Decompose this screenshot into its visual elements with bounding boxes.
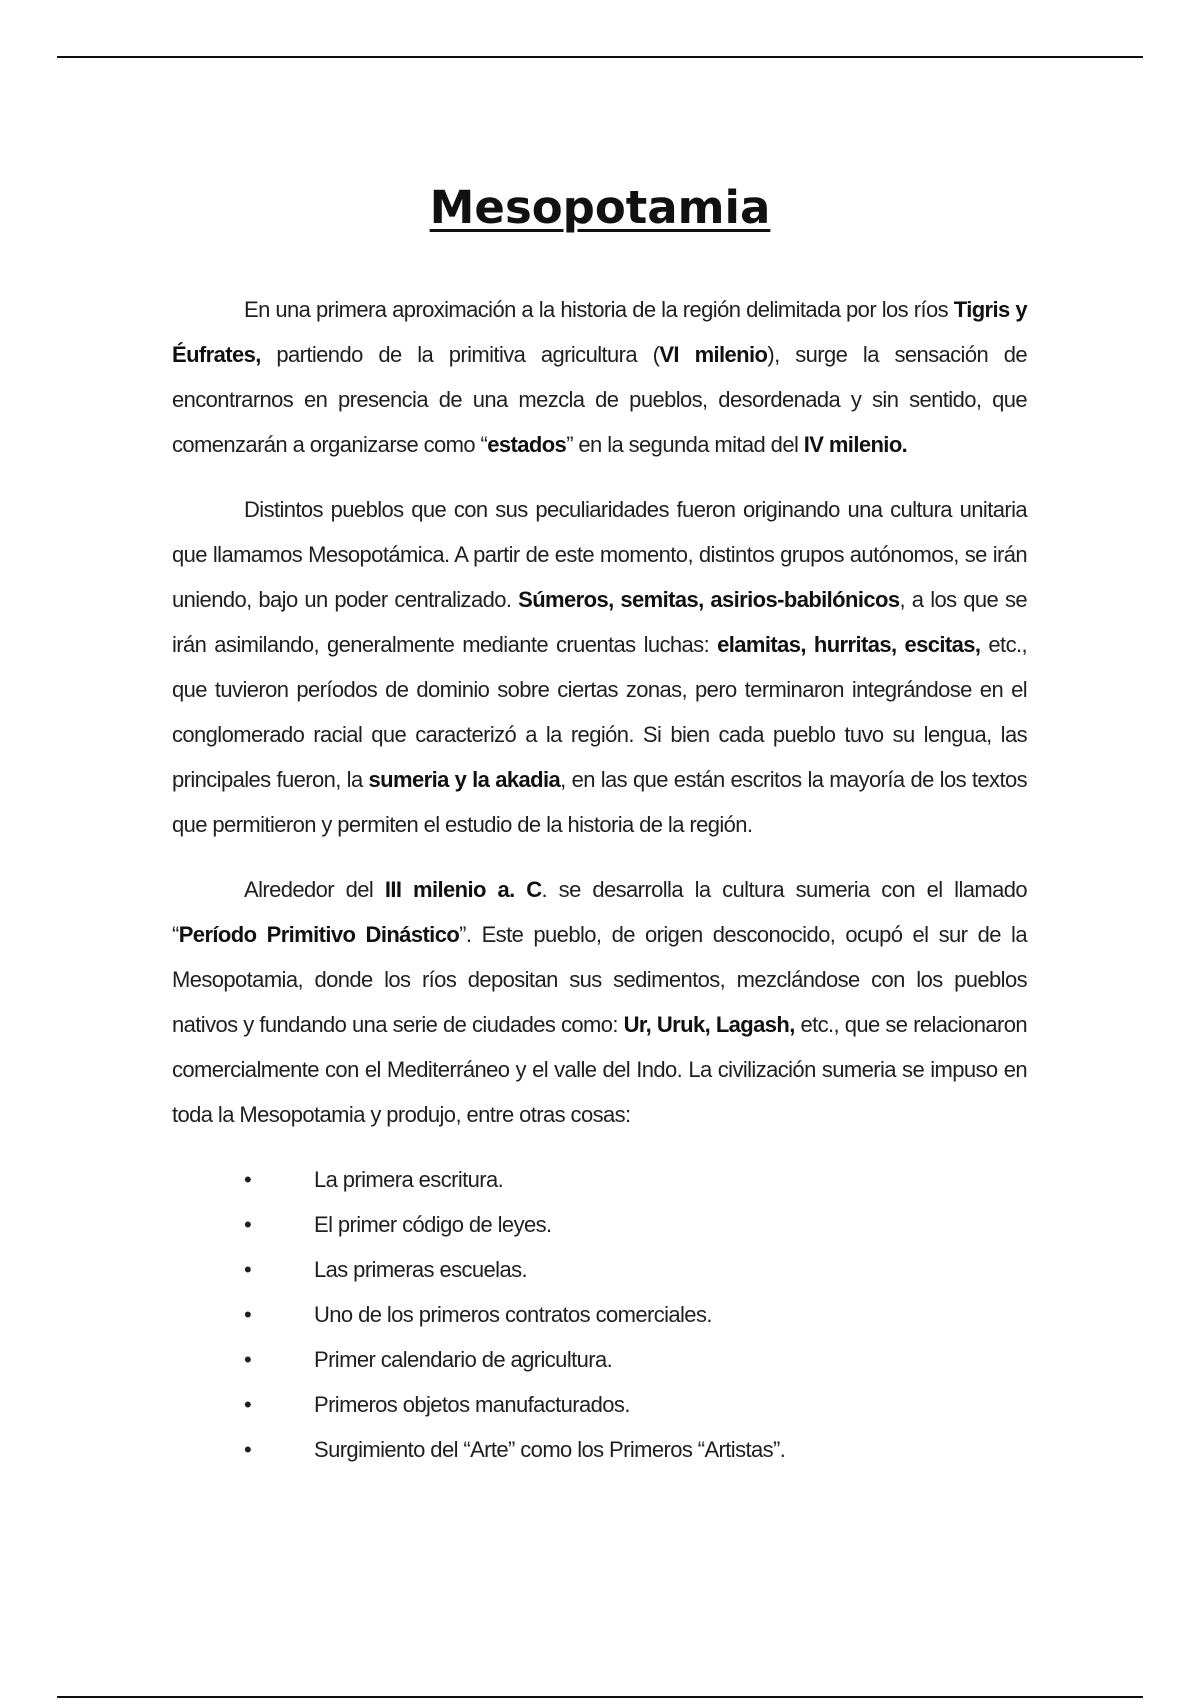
paragraph-3 [172,867,1027,1137]
bullet-icon: • [244,1437,252,1462]
bullet-icon: • [244,1302,252,1327]
paragraph-text: En una primera aproximación a la historia de la región delimitada por los ríos [244,297,954,322]
list-item-text: Las primeras escuelas. [314,1257,528,1282]
paragraph-2 [172,487,1027,847]
list-item-text: Primeros objetos manufacturados. [314,1392,630,1417]
bold-term: Ur, Uruk, Lagash, [623,1012,795,1037]
bold-term: III milenio a. C [384,877,542,902]
paragraph-text: Distintos pueblos que con sus peculiaridades fueron originando una cultura unitaria que llamamos Mesopotámica. A partir de este momento, distintos grupos autónomos, se irán uniendo, bajo un poder centralizado. [172,497,1027,612]
list-item-text: Surgimiento del “Arte” como los Primeros “Artistas”. [314,1437,786,1462]
list-item-text: El primer código de leyes. [314,1212,552,1237]
bold-term: elamitas, hurritas, escitas, [717,632,981,657]
list-item [172,1292,1027,1337]
header-rule [57,56,1143,58]
bullet-icon: • [244,1257,252,1282]
list-item-text: Primer calendario de agricultura. [314,1347,613,1372]
list-item [172,1427,1027,1472]
list-item-text: Uno de los primeros contratos comerciales. [314,1302,712,1327]
list-item [172,1202,1027,1247]
bullet-icon: • [244,1392,252,1417]
paragraph-text: etc., que se relacionaron comercialmente con el Mediterráneo y el valle del Indo. La civilización sumeria se impuso en toda la Mesopotamia y produjo, entre otras cosas: [172,1012,1028,1127]
paragraph-text: ”. Este pueblo, de origen desconocido, ocupó el sur de la Mesopotamia, donde los ríos depositan sus sedimentos, mezclándose con los pueblos nativos y fundando una serie de ciudades como: [172,922,1027,1037]
achievements-list [172,1157,1027,1472]
list-item [172,1382,1027,1427]
document-body [172,287,1027,1472]
page-title-text: Mesopotamia [429,181,771,235]
paragraph-text: , a los que se irán asimilando, generalmente mediante cruentas luchas: [172,587,1027,657]
paragraph-1 [172,287,1027,467]
bold-term: IV milenio. [803,432,908,457]
paragraph-text: ), surge la sensación de encontrarnos en presencia de una mezcla de pueblos, desordenada y sin sentido, que comenzarán a organizarse como “ [172,342,1028,457]
bold-term: Período Primitivo Dinástico [178,922,460,947]
bold-term: estados [487,432,567,457]
list-item [172,1337,1027,1382]
paragraph-text: . se desarrolla la cultura sumeria con el llamado “ [172,877,1028,947]
list-item [172,1247,1027,1292]
bullet-icon: • [244,1167,252,1192]
bullet-icon: • [244,1212,252,1237]
bold-term: Tigris y Éufrates, [172,297,1027,367]
paragraph-text: ” en la segunda mitad del [566,432,804,457]
bold-term: Súmeros, semitas, asirios-babilónicos [518,587,900,612]
list-item-text: La primera escritura. [314,1167,504,1192]
bold-term: VI milenio [659,342,768,367]
bullet-icon: • [244,1347,252,1372]
footer-rule [57,1696,1143,1698]
page-title [0,180,1200,236]
bold-term: sumeria y la akadia [368,767,561,792]
paragraph-text: Alrededor del [244,877,385,902]
list-item [172,1157,1027,1202]
paragraph-text: etc., que tuvieron períodos de dominio sobre ciertas zonas, pero terminaron integrándose en el conglomerado racial que caracterizó a la región. Si bien cada pueblo tuvo su lengua, las principales fueron, la [172,632,1027,792]
paragraph-text: partiendo de la primitiva agricultura ( [260,342,660,367]
paragraph-text: , en las que están escritos la mayoría de los textos que permitieron y permiten el estudio de la historia de la región. [172,767,1027,837]
